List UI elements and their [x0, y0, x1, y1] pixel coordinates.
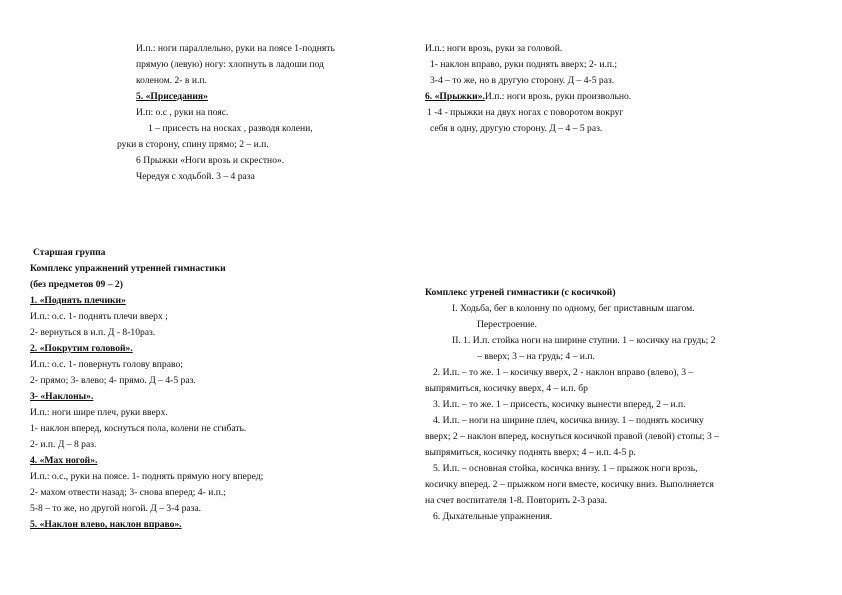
exercise-heading: 6. «Прыжки». [425, 91, 485, 102]
text-line: И.п.: ноги врозь, руки за головой. [425, 43, 563, 54]
text-line: выпрямиться, косичку вверх, 4 – и.п. бр [425, 383, 588, 394]
text-line: прямую (левую) ногу: хлопнуть в ладоши под [136, 59, 324, 70]
text-line: И.п.: ноги шире плеч, руки вверх. [30, 407, 168, 418]
text-line: 6 Прыжки «Ноги врозь и скрестно». [136, 155, 285, 166]
complex-title: Комплекс упражнений утренней гимнастики [30, 263, 226, 274]
exercise-heading: 1. «Поднять плечики» [30, 295, 126, 306]
text-line [425, 89, 631, 105]
text-line: руки в сторону, спину прямо; 2 – и.п. [117, 139, 269, 150]
text-line: И.п.: о.с. 1- повернуть голову вправо; [30, 359, 183, 370]
text-line: коленом. 2- в и.п. [136, 75, 207, 86]
text-line: 2- и.п. Д – 8 раз. [30, 439, 97, 450]
text-line: 2- вернуться в и.п. Д - 8-10раз. [30, 327, 156, 338]
exercise-heading: 5. «Приседания» [136, 91, 208, 102]
text-line: И.п.: ноги врозь, руки произвольно. [484, 91, 632, 102]
group-title: Старшая группа [33, 247, 106, 258]
exercise-heading: 4. «Мах ногой». [30, 455, 98, 466]
text-line: И.п.: о.с., руки на поясе. 1- поднять прямую ногу вперед; [30, 471, 264, 482]
exercise-heading: 5. «Наклон влево, наклон вправо». [30, 519, 182, 530]
text-line: 3-4 – то же, но в другую сторону. Д – 4-5 раз. [430, 75, 615, 86]
text-line: Чередуя с ходьбой. 3 – 4 раза [136, 171, 255, 182]
text-line: И.п.: о.с. 1- поднять плечи вверх ; [30, 311, 168, 322]
text-line: 6. Дыхательные упражнения. [433, 511, 553, 522]
complex-title: Комплекс утреней гимнастики (с косичкой) [425, 287, 616, 298]
text-line: 5. И.п. – основная стойка, косичка внизу. 1 – прыжок ноги врозь, [433, 463, 698, 474]
text-line: 4. И.п. – ноги на ширине плеч, косичка внизу. 1 – поднять косичку [433, 415, 704, 426]
text-line: 2. И.п. – то же. 1 – косичку вверх, 2 - наклон вправо (влево), 3 – [433, 367, 694, 378]
text-line: 2- прямо; 3- влево; 4- прямо. Д – 4-5 раз. [30, 375, 196, 386]
text-line: косичку вперед. 2 – прыжком ноги вместе, косичку вниз. Выполняется [425, 479, 714, 490]
text-line: на счет воспитателя 1-8. Повторить 2-3 раза. [425, 495, 607, 506]
text-line: I. Ходьба, бег в колонну по одному, бег приставным шагом. [452, 303, 695, 314]
complex-subtitle: (без предметов 09 – 2) [30, 279, 123, 290]
text-line: И.п.: ноги параллельно, руки на поясе 1-поднять [136, 43, 335, 54]
exercise-heading: 2. «Покрутим головой». [30, 343, 133, 354]
text-line: себя в одну, другую сторону. Д – 4 – 5 раз. [430, 123, 603, 134]
text-line: 1 -4 - прыжки на двух ногах с поворотом вокруг [427, 107, 624, 118]
text-line: II. 1. И.п. стойка ноги на ширине ступни. 1 – косичку на грудь; 2 [452, 335, 716, 346]
text-line: – вверх; 3 – на грудь; 4 – и.п. [477, 351, 595, 362]
text-line: 2- махом отвести назад; 3- снова вперед; 4- и.п.; [30, 487, 226, 498]
text-line: 1- наклон вперед, коснуться пола, колени не сгибать. [30, 423, 247, 434]
text-line: Перестроение. [477, 319, 537, 330]
text-line: 5-8 – то же, но другой ногой. Д – 3-4 раза. [30, 503, 202, 514]
text-line: 3. И.п. – то же. 1 – присесть, косичку вынести вперед, 2 – и.п. [433, 399, 686, 410]
text-line: 1 – присесть на носках , разводя колени, [148, 123, 313, 134]
text-line: 1- наклон вправо, руки поднять вверх; 2- и.п.; [430, 59, 618, 70]
text-line: И.п: о.с , руки на пояс. [136, 107, 229, 118]
exercise-heading: 3- «Наклоны». [30, 391, 94, 402]
text-line: вверх; 2 – наклон вперед, коснуться косичкой правой (левой) стопы; 3 – [425, 431, 719, 442]
text-line: выпрямиться, косичку поднять вверх; 4 – и.п. 4-5 р. [425, 447, 636, 458]
